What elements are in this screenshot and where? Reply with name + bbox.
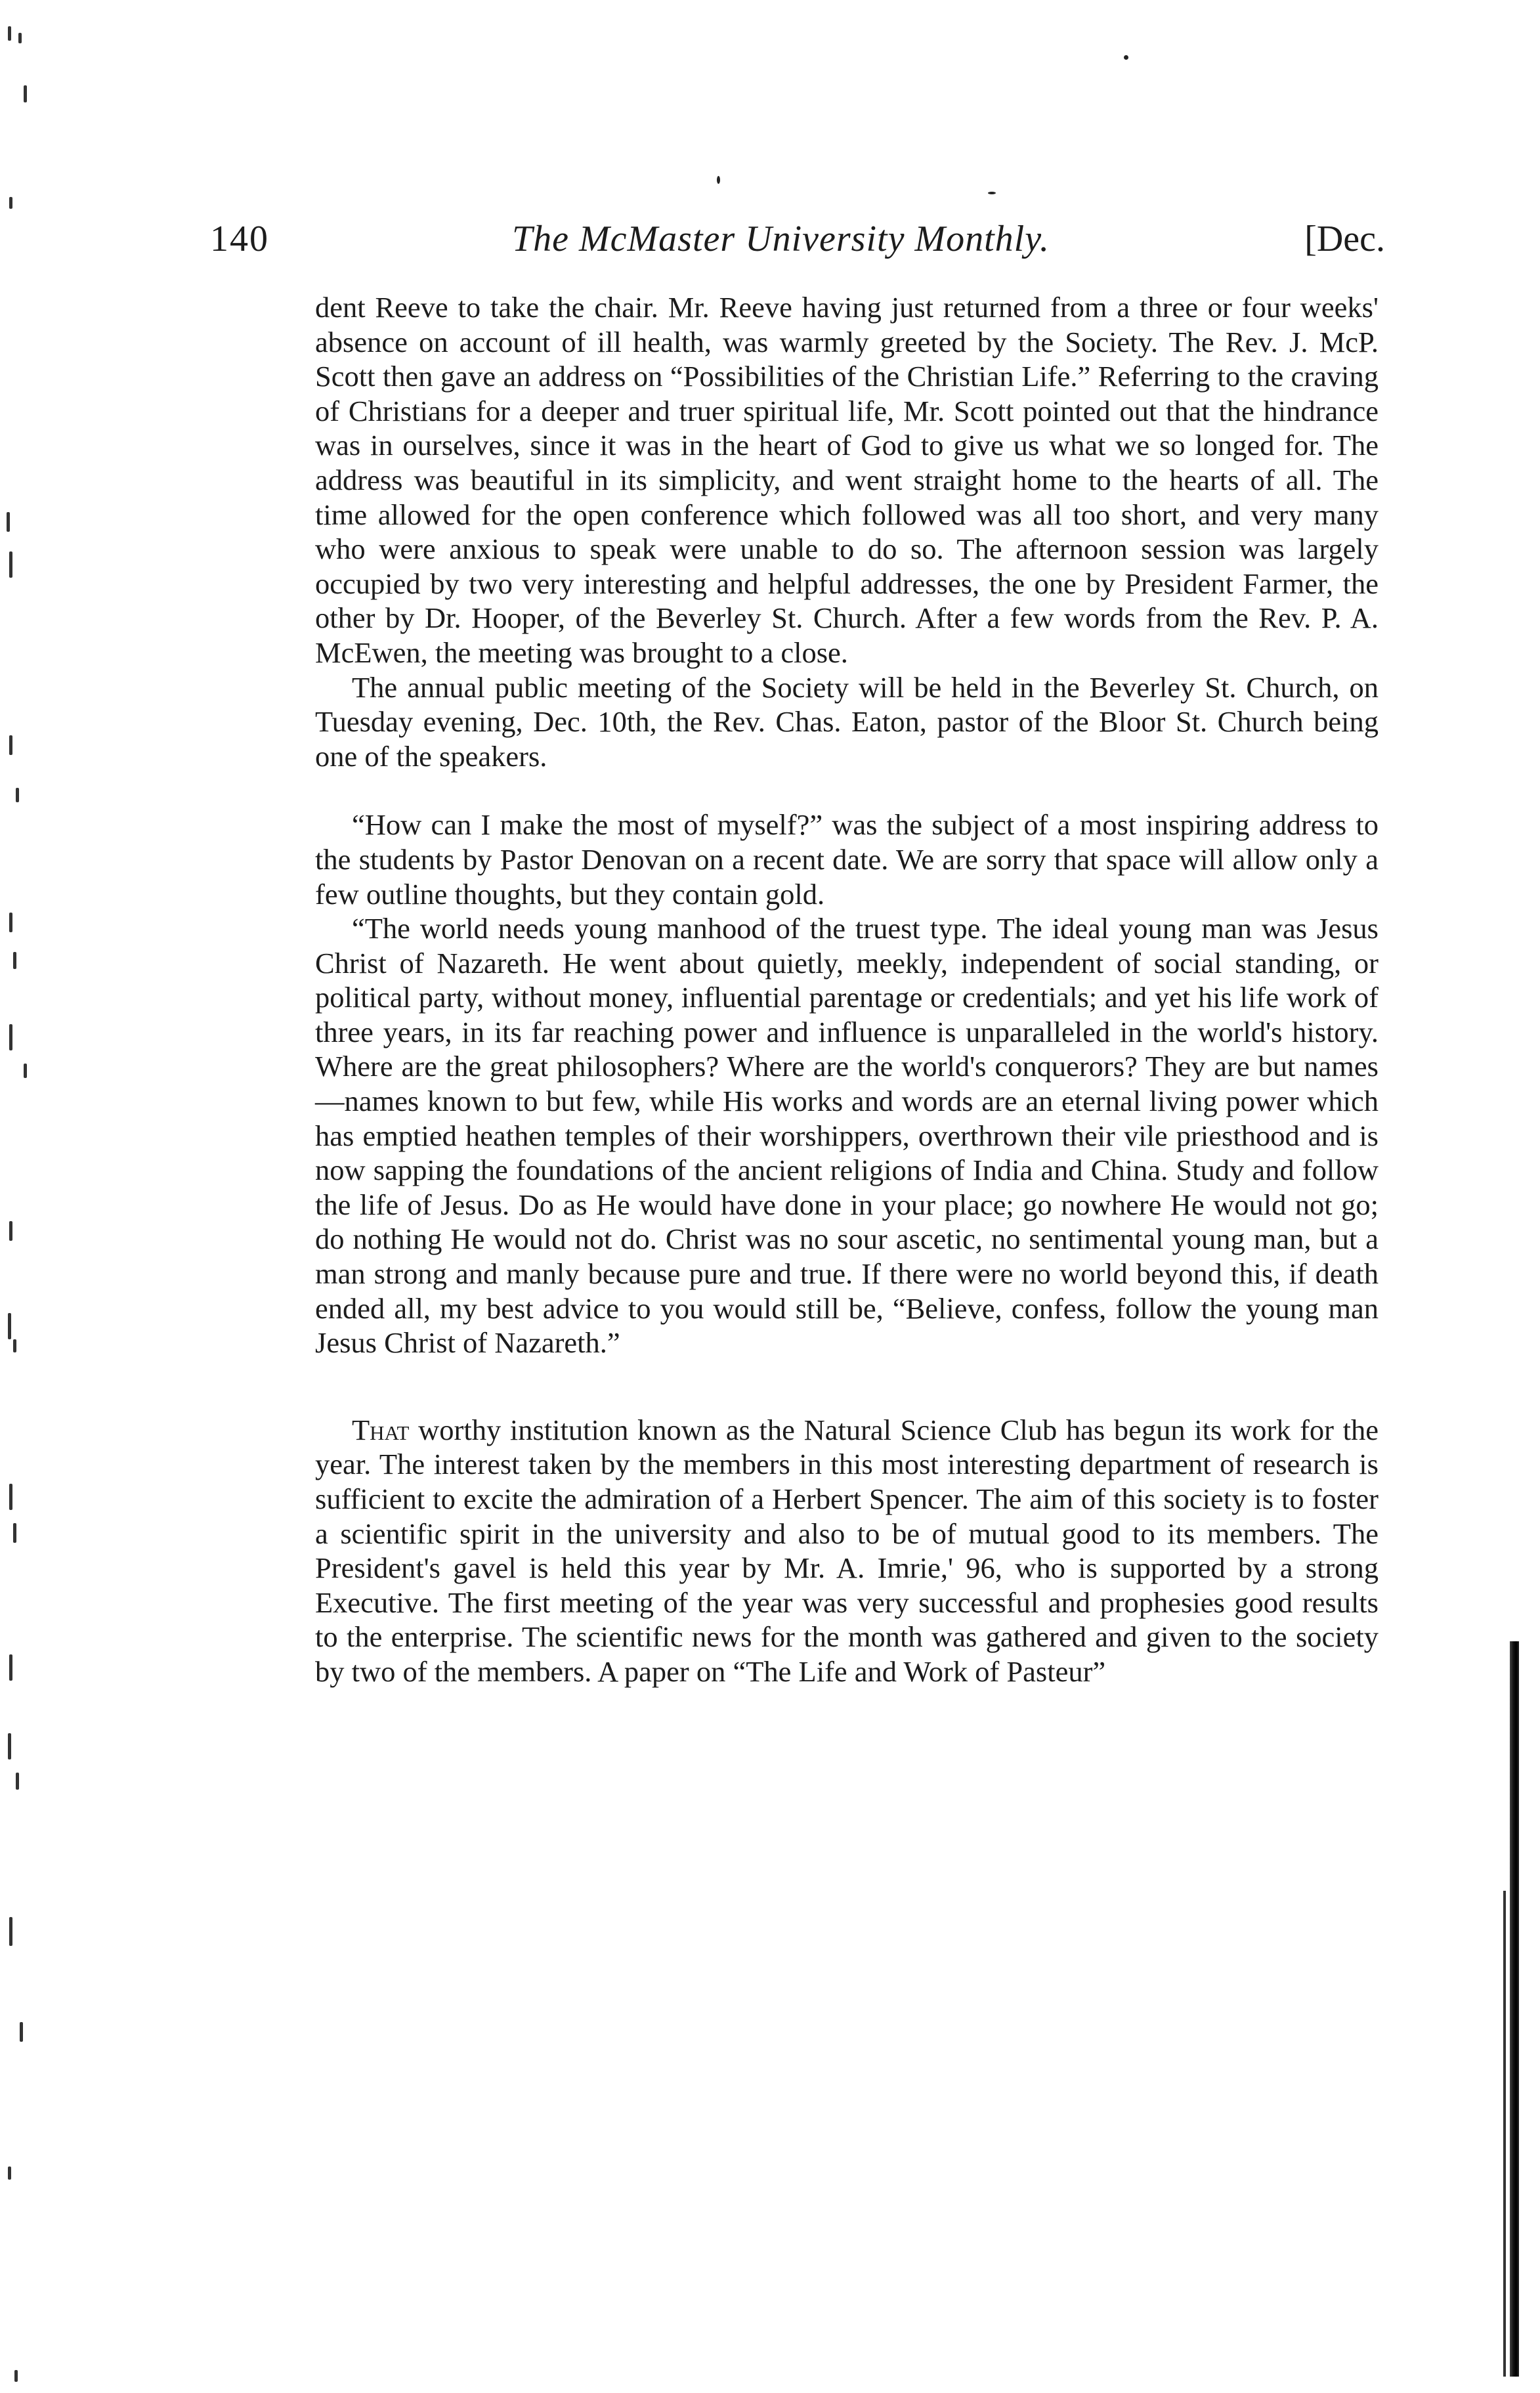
page-binding-edge [1510, 1641, 1519, 2377]
scan-speck [1124, 55, 1128, 60]
running-title: The McMaster University Monthly. [512, 219, 1050, 259]
page-number: 140 [210, 219, 269, 259]
article-paragraph: “How can I make the most of myself?” was the subject of a most inspiring address to the students by Pastor Denovan on a recent date. We are sorry that space will allow only a few outline thoughts, but they contain gold. [315, 808, 1379, 911]
paragraph-text: worthy institution known as the Natural Science Club has begun its work for the year. The interest taken by the members in this most interesting department of research is sufficient to excite the admiration of a Herbert Spencer. The aim of this society is to foster a scientific spirit in the university and also to be of mutual good to its members. The President's gavel is held this year by Mr. A. Imrie,' 96, who is supported by a strong Executive. The first meeting of the year was very successful and prophesies good results to the enterprise. The scientific news for the month was gathered and given to the society by two of the members. A paper on “The Life and Work of Pasteur” [315, 1413, 1379, 1688]
article-paragraph: “The world needs young manhood of the truest type. The ideal young man was Jesus Christ of Nazareth. He went about quietly, meekly, independent of social standing, or political party, without money, influential parentage or credentials; and yet his life work of three years, in its far reaching power and influence is unparalleled in the world's history. Where are the great philosophers? Where are the world's conquerors? They are but names—names known to but few, while His works and words are an eternal living power which has emptied heathen temples of their worshippers, overthrown their vile priesthood and is now sapping the foundations of the ancient religions of India and China. Study and follow the life of Jesus. Do as He would have done in your place; go nowhere He would not go; do nothing He would not do. Christ was no sour ascetic, no sentimental young man, but a man strong and manly because pure and true. If there were no world beyond this, if death ended all, my best advice to you would still be, “Believe, confess, follow the young man Jesus Christ of Nazareth.” [315, 912, 1379, 1360]
scan-speck [988, 192, 996, 194]
article-paragraph: The annual public meeting of the Society will be held in the Beverley St. Church, on Tuesday evening, Dec. 10th, the Rev. Chas. Eaton, pastor of the Bloor St. Church being one of the speakers. [315, 670, 1379, 773]
lead-word: That [352, 1413, 410, 1446]
scan-edge-marks [0, 0, 79, 2393]
page-binding-edge [1503, 1891, 1506, 2377]
article-column [315, 290, 1379, 1689]
article-paragraph: dent Reeve to take the chair. Mr. Reeve having just returned from a three or four weeks' absence on account of ill health, was warmly greeted by the Society. The Rev. J. McP. Scott then gave an address on “Possibilities of the Christian Life.” Referring to the craving of Christians for a deeper and truer spiritual life, Mr. Scott pointed out that the hindrance was in ourselves, since it was in the heart of God to give us what we so longed for. The address was beautiful in its simplicity, and went straight home to the hearts of all. The time allowed for the open conference which followed was all too short, and very many who were anxious to speak were unable to do so. The afternoon session was largely occupied by two very interesting and helpful addresses, the one by President Farmer, the other by Dr. Hooper, of the Beverley St. Church. After a few words from the Rev. P. A. McEwen, the meeting was brought to a close. [315, 291, 1379, 669]
running-month: [Dec. [1304, 219, 1385, 259]
article-paragraph [315, 1413, 1379, 1689]
running-header [210, 209, 1385, 268]
scan-speck [717, 176, 720, 184]
